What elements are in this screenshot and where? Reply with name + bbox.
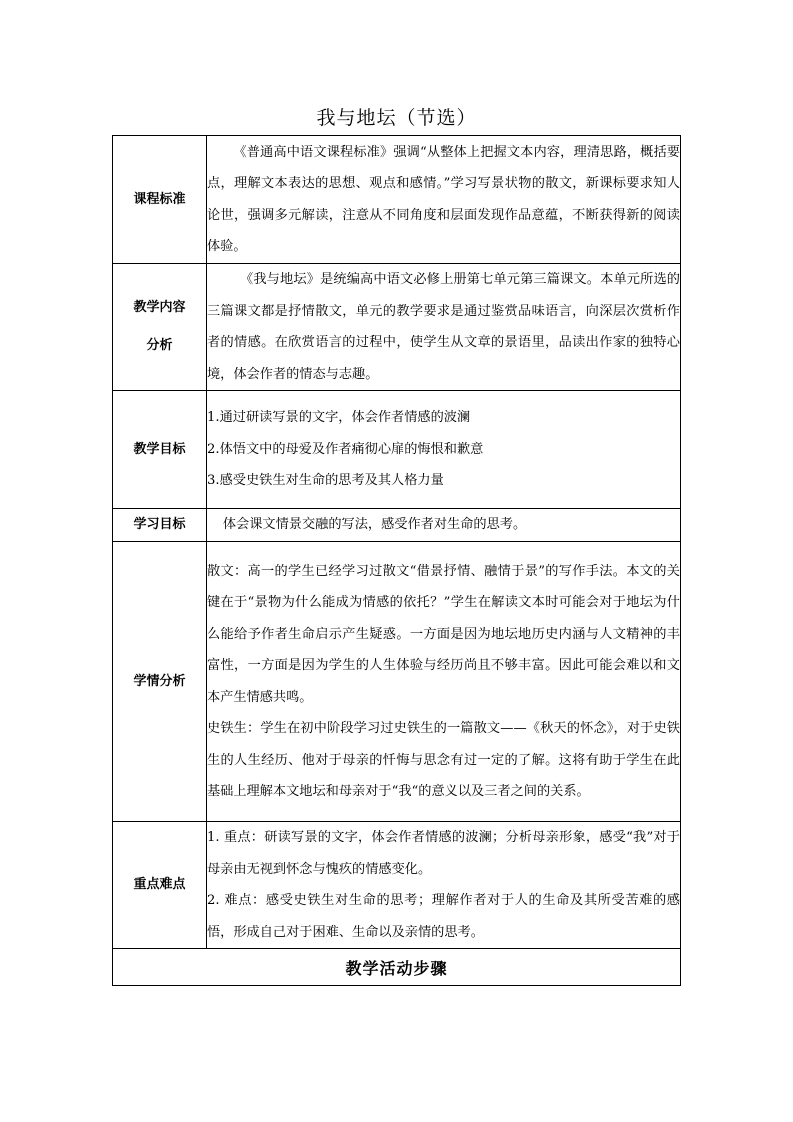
document-title: 我与地坛（节选） bbox=[316, 107, 477, 129]
label-key-points: 重点难点 bbox=[113, 822, 207, 949]
learner-analysis-para1: 散文：高一的学生已经学习过散文“借景抒情、融情于景”的写作手法。本文的关键在于“景物为什么能成为情感的依托？”学生在解读文本时可能会对于地坛为什么能给予作者生命启示产生疑惑。一方面是因为地坛地历史内涵与人文精神的丰富性，一方面是因为学生的人生体验与经历尚且不够丰富。因此可能会难以和文本产生情感共鸣。 bbox=[207, 563, 680, 705]
row-learner-analysis bbox=[113, 542, 681, 822]
row-content-analysis bbox=[113, 264, 681, 391]
learner-analysis-para2: 史铁生：学生在初中阶段学习过史铁生的一篇散文——《秋天的怀念》，对于史铁生的人生经历、他对于母亲的忏悔与思念有过一定的了解。这将有助于学生在此基础上理解本文地坛和母亲对于“我“的意义以及三者之间的关系。 bbox=[207, 721, 680, 799]
content-learning-goals bbox=[207, 509, 681, 542]
key-point-important: 1. 重点：研读写景的文字，体会作者情感的波澜；分析母亲形象，感受“我”对于母亲由无视到怀念与愧疚的情感变化。 bbox=[207, 830, 680, 877]
section-heading-activities: 教学活动步骤 bbox=[113, 949, 681, 986]
content-teaching-goals bbox=[207, 391, 681, 509]
label-learner-analysis: 学情分析 bbox=[113, 542, 207, 822]
content-content-analysis bbox=[207, 264, 681, 391]
key-point-difficult: 2. 难点：感受史铁生对生命的思考；理解作者对于人的生命及其所受苦难的感悟，形成自己对于困难、生命以及亲情的思考。 bbox=[207, 893, 680, 940]
teaching-goal-item: 2.体悟文中的母爱及作者痛彻心扉的悔恨和歉意 bbox=[207, 441, 484, 457]
teaching-goal-item: 1.通过研读写景的文字，体会作者情感的波澜 bbox=[207, 410, 471, 426]
content-curriculum-standard bbox=[207, 136, 681, 264]
content-analysis-text: 《我与地坛》是统编高中语文必修上册第七单元第三篇课文。本单元所选的三篇课文都是抒情散文，单元的教学要求是通过鉴赏品味语言，向深层次赏析作者的情感。在欣赏语言的过程中，使学生从文章的景语里，品读出作家的独特心境，体会作者的情态与志趣。 bbox=[207, 272, 680, 382]
row-key-points bbox=[113, 822, 681, 949]
label-content-analysis-line2: 分析 bbox=[146, 338, 173, 353]
learning-goals-text: 体会课文情景交融的写法，感受作者对生命的思考。 bbox=[222, 517, 527, 532]
content-learner-analysis bbox=[207, 542, 681, 822]
lesson-plan-table bbox=[112, 135, 681, 986]
content-key-points bbox=[207, 822, 681, 949]
label-learning-goals: 学习目标 bbox=[113, 509, 207, 542]
row-section-heading bbox=[113, 949, 681, 986]
label-teaching-goals: 教学目标 bbox=[113, 391, 207, 509]
label-curriculum-standard: 课程标准 bbox=[113, 136, 207, 264]
label-content-analysis bbox=[113, 264, 207, 391]
row-teaching-goals bbox=[113, 391, 681, 509]
row-learning-goals bbox=[113, 509, 681, 542]
teaching-goal-item: 3.感受史铁生对生命的思考及其人格力量 bbox=[207, 473, 444, 489]
row-curriculum-standard bbox=[113, 136, 681, 264]
curriculum-standard-text: 《普通高中语文课程标准》强调“从整体上把握文本内容，理清思路，概括要点，理解文本表达的思想、观点和感情。”学习写景状物的散文，新课标要求知人论世，强调多元解读，注意从不同角度和层面发现作品意蕴，不断获得新的阅读体验。 bbox=[207, 144, 680, 254]
label-content-analysis-line1: 教学内容 bbox=[133, 300, 186, 315]
